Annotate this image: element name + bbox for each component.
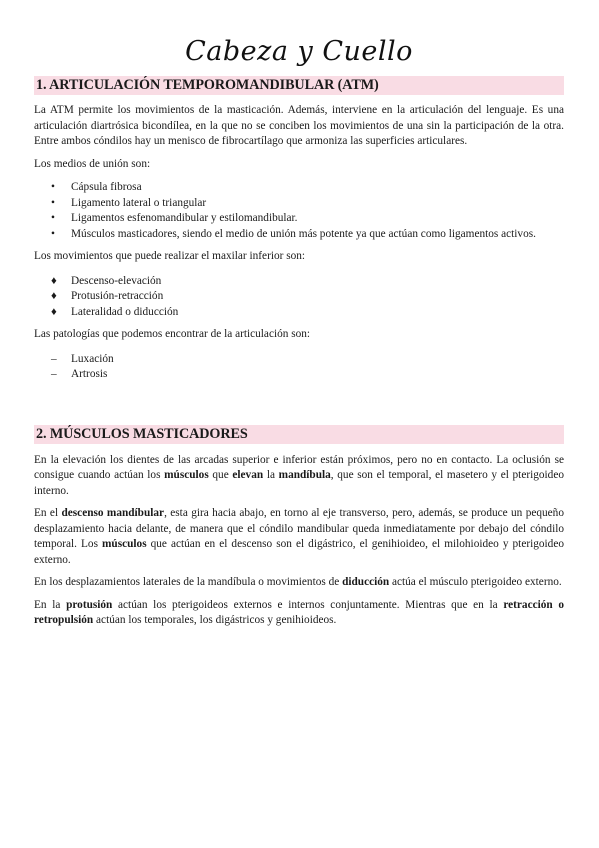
atm-intro-paragraph: La ATM permite los movimientos de la masticación. Además, interviene en la articulación del lenguaje. Es una articulación diartrósica bicondílea, en la que no se conciben los movimientos de una sin la participación de la otra. Entre ambos cóndilos hay un menisco de fibrocartílago que armoniza las superficies articulares.	[34, 104, 564, 147]
diamond-icon: ♦	[51, 305, 57, 318]
list-item: ♦ Descenso-elevación	[34, 274, 564, 290]
bullet-icon: •	[51, 227, 55, 240]
document-title: Cabeza y Cuello	[185, 36, 413, 67]
list-item: • Cápsula fibrosa	[34, 180, 564, 196]
medios-union-list	[34, 180, 564, 242]
list-item: • Ligamento lateral o triangular	[34, 196, 564, 212]
descenso-paragraph: En el descenso mandíbular, esta gira hacia abajo, en torno al eje transverso, pero, además, se produce un pequeño desplazamiento hacia delante, de manera que el cóndilo mandibular queda inmediatamente por debajo del cóndilo temporal. Los músculos que actúan en el descenso son el digástrico, el genihioideo, el milohioideo y pterigoideo externo.	[34, 507, 564, 566]
movimientos-label: Los movimientos que puede realizar el maxilar inferior son:	[34, 250, 306, 262]
patologias-list	[34, 352, 564, 383]
section-heading-musculos: 2. MÚSCULOS MASTICADORES	[34, 425, 564, 444]
elevacion-paragraph: En la elevación los dientes de las arcadas superior e inferior están próximos, pero no en contacto. La oclusión se consigue cuando actúan los músculos que elevan la mandíbula, que son el temporal, el masetero y el pterigoideo interno.	[34, 453, 564, 497]
medios-union-label: Los medios de unión son:	[34, 157, 151, 170]
list-item: – Artrosis	[34, 367, 564, 383]
list-item: – Luxación	[34, 352, 564, 368]
list-item: ♦ Protusión-retracción	[34, 289, 564, 305]
list-item: ♦ Lateralidad o diducción	[34, 305, 564, 321]
diamond-icon: ♦	[51, 274, 57, 287]
list-item: • Músculos masticadores, siendo el medio de unión más potente ya que actúan como ligamentos activos.	[34, 227, 564, 243]
dash-icon: –	[51, 368, 57, 380]
list-item: • Ligamentos esfenomandibular y estilomandibular.	[34, 211, 564, 227]
diamond-icon: ♦	[51, 290, 57, 302]
bullet-icon: •	[51, 196, 55, 209]
patologias-label: Las patologías que podemos encontrar de la articulación son:	[34, 328, 311, 340]
bullet-icon: •	[51, 212, 55, 224]
dash-icon: –	[51, 352, 57, 365]
section-heading-atm: 1. ARTICULACIÓN TEMPOROMANDIBULAR (ATM)	[34, 76, 564, 95]
document-page	[34, 0, 564, 629]
protusion-paragraph: En la protusión actúan los pterigoideos externos e internos conjuntamente. Mientras que en la retracción o retropulsión actúan los temporales, los digástricos y genihioideos.	[34, 598, 565, 626]
diduccion-paragraph: En los desplazamientos laterales de la mandíbula o movimientos de diducción actúa el músculo pterigoideo externo.	[34, 576, 562, 588]
bullet-icon: •	[51, 181, 55, 193]
movimientos-list	[34, 274, 564, 321]
